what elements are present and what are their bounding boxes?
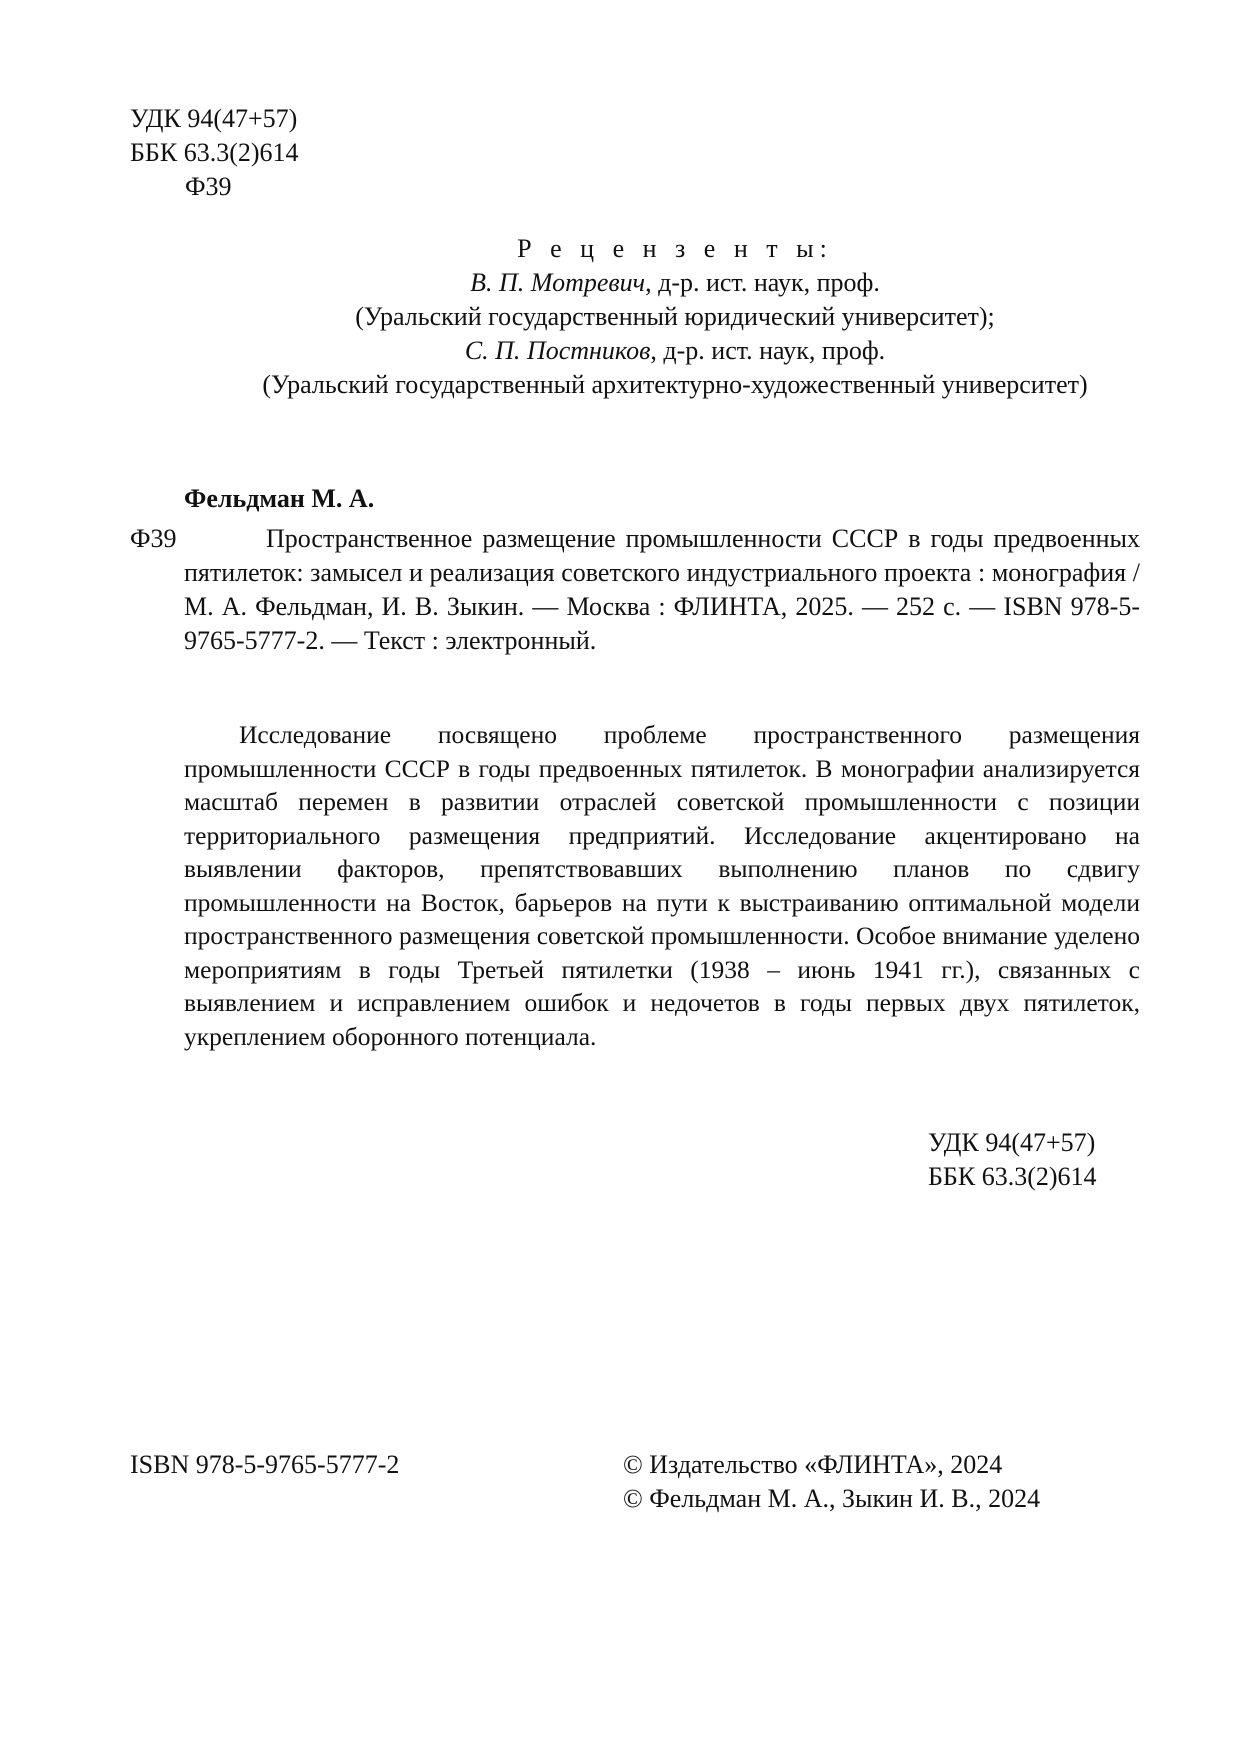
classification-codes-top <box>130 102 299 204</box>
reviewer-2-degree: , д-р. ист. наук, проф. <box>650 336 886 365</box>
copyright-block <box>623 1448 1040 1516</box>
reviewer-2-org: (Уральский государственный архитектурно-художественный университет) <box>262 370 1088 399</box>
catalog-sign: Ф39 <box>130 524 177 553</box>
udk-code-bottom: УДК 94(47+57) <box>928 1128 1096 1157</box>
catalog-description: Пространственное размещение промышленности СССР в годы предвоенных пятилеток: замысел и реализация советского индустриального проекта : монография / М. А. Фельдман, И. В. Зыкин. — Москва : ФЛИНТА, 2025. — 252 с. — ISBN 978-5-9765-5777-2. — Текст : электронный. <box>184 524 1140 655</box>
reviewer-1-degree: , д-р. ист. наук, проф. <box>645 268 880 297</box>
isbn: ISBN 978-5-9765-5777-2 <box>130 1450 400 1479</box>
bbk-code: ББК 63.3(2)614 <box>130 138 299 167</box>
reviewer-2 <box>130 334 1180 368</box>
copyright-authors: © Фельдман М. А., Зыкин И. В., 2024 <box>623 1484 1041 1513</box>
reviewer-2-name: С. П. Постников <box>464 336 651 365</box>
classification-codes-bottom <box>928 1126 1097 1194</box>
reviewer-1 <box>130 266 1180 300</box>
author-sign: Ф39 <box>185 172 232 201</box>
reviewer-1-name: В. П. Мотревич <box>470 268 646 297</box>
reviewers-block <box>130 232 1180 402</box>
abstract-paragraph: Исследование посвящено проблеме пространственного размещения промышленности СССР в годы предвоенных пятилеток. В монографии анализируется масштаб перемен в развитии отраслей советской промышленности с позиции территориального размещения предприятий. Исследование акцентировано на выявлении факторов, препятствовавших выполнению планов по сдвигу промышленности на Восток, барьеров на пути к выстраиванию оптимальной модели пространственного размещения советской промышленности. Особое внимание уделено мероприятиям в годы Третьей пятилетки (1938 – июнь 1941 гг.), связанных с выявлением и исправлением ошибок и недочетов в годы первых двух пятилеток, укреплением оборонного потенциала. <box>184 720 1140 1051</box>
catalog-author: Фельдман М. А. <box>184 484 375 513</box>
bbk-code-bottom: ББК 63.3(2)614 <box>928 1162 1097 1191</box>
reviewers-title: Р е ц е н з е н т ы: <box>517 234 833 263</box>
udk-code: УДК 94(47+57) <box>130 104 298 133</box>
copyright-publisher: © Издательство «ФЛИНТА», 2024 <box>623 1450 1003 1479</box>
reviewer-1-org: (Уральский государственный юридический университет); <box>355 302 995 331</box>
